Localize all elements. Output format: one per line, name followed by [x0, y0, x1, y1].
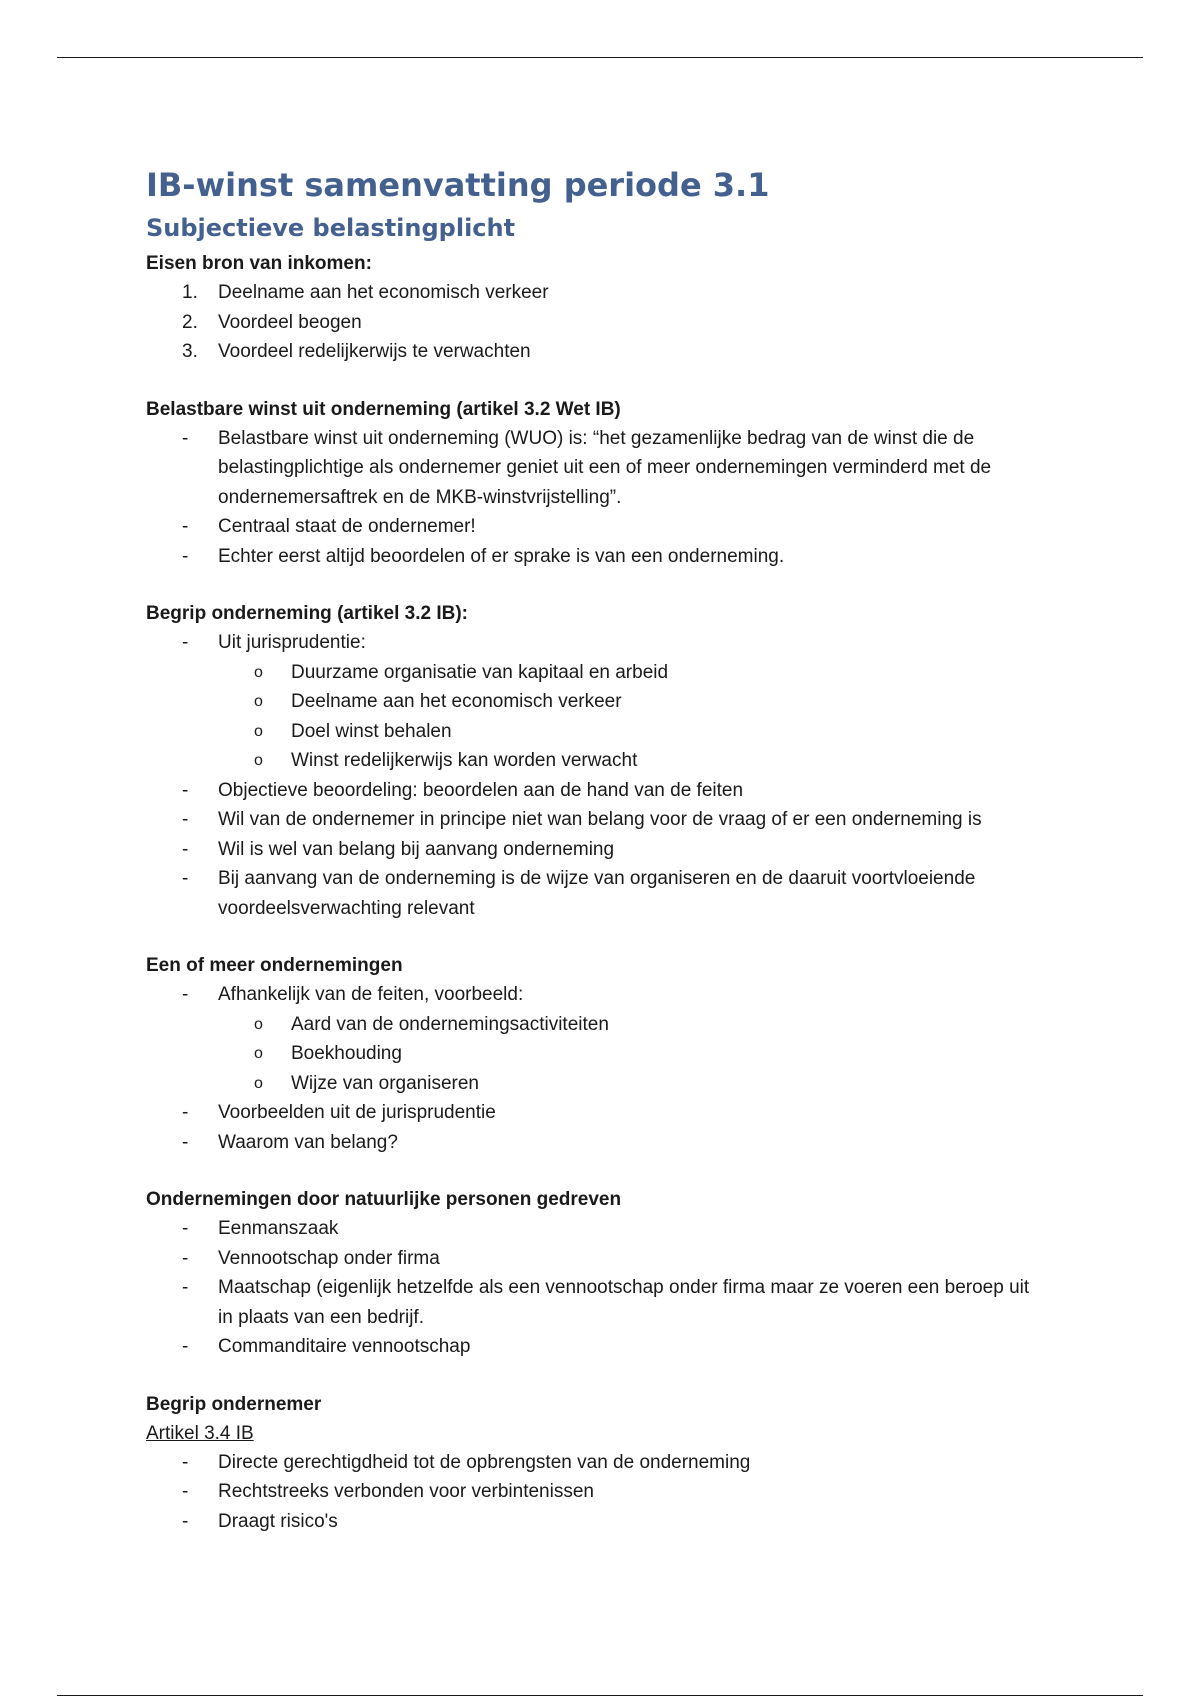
list-item: - Centraal staat de ondernemer! — [146, 512, 1046, 542]
dash-bullet: - — [182, 1336, 189, 1357]
dash-bullet: - — [182, 984, 189, 1005]
list-item: - Commanditaire vennootschap — [146, 1332, 1046, 1362]
list-item: - Voorbeelden uit de jurisprudentie — [146, 1098, 1046, 1128]
sub-bullet-list — [146, 1010, 1046, 1099]
dash-bullet: - — [182, 838, 189, 860]
bullet-list — [146, 628, 1046, 658]
dash-bullet: - — [182, 868, 189, 889]
circle-bullet: o — [254, 693, 263, 710]
list-item: 3. Voordeel redelijkerwijs te verwachten — [146, 337, 1046, 367]
section-heading: Begrip onderneming (artikel 3.2 IB): — [146, 603, 468, 624]
list-item: - Waarom van belang? — [146, 1128, 1046, 1158]
sub-bullet-list — [146, 658, 1046, 776]
list-item: - Vennootschap onder firma — [146, 1244, 1046, 1274]
bullet-list — [146, 1098, 1046, 1157]
section-heading: Belastbare winst uit onderneming (artikel 3.2 Wet IB) — [146, 398, 621, 420]
sub-list-item: o Winst redelijkerwijs kan worden verwacht — [146, 746, 1046, 776]
list-item: 2. Voordeel beogen — [146, 308, 1046, 338]
section-heading: Ondernemingen door natuurlijke personen gedreven — [146, 1189, 622, 1210]
dash-bullet: - — [182, 809, 189, 830]
dash-bullet: - — [182, 1481, 189, 1502]
dash-bullet: - — [182, 1131, 189, 1153]
artikel-link[interactable]: Artikel 3.4 IB — [146, 1422, 254, 1444]
section-begrip-ondernemer — [146, 1390, 1046, 1537]
sub-list-item: o Doel winst behalen — [146, 717, 1046, 747]
circle-bullet: o — [254, 1045, 263, 1062]
section-heading: Een of meer ondernemingen — [146, 955, 403, 976]
dash-bullet: - — [182, 1451, 189, 1473]
list-item: - Belastbare winst uit onderneming (WUO) is: “het gezamenlijke bedrag van de winst die de belastingplichtige als ondernemer geniet uit een of meer ondernemingen verminderd met de ondernemersaftrek en de MKB-winstvrijstelling”. — [146, 424, 1046, 513]
bullet-list — [146, 980, 1046, 1010]
list-item: - Uit jurisprudentie: — [146, 628, 1046, 658]
circle-bullet: o — [254, 752, 263, 769]
dash-bullet: - — [182, 1510, 189, 1532]
list-item: - Bij aanvang van de onderneming is de wijze van organiseren en de daaruit voortvloeiende voordeelsverwachting relevant — [146, 864, 1046, 923]
section-heading: Begrip ondernemer — [146, 1393, 322, 1415]
document-title: IB-winst samenvatting periode 3.1 — [146, 166, 770, 204]
list-item: - Objectieve beoordeling: beoordelen aan de hand van de feiten — [146, 776, 1046, 806]
list-number: 2. — [182, 311, 198, 333]
list-item: - Echter eerst altijd beoordelen of er sprake is van een onderneming. — [146, 542, 1046, 572]
bullet-list — [146, 776, 1046, 924]
dash-bullet: - — [182, 1218, 189, 1239]
dash-bullet: - — [182, 1102, 189, 1123]
list-item: - Maatschap (eigenlijk hetzelfde als een vennootschap onder firma maar ze voeren een beroep uit in plaats van een bedrijf. — [146, 1273, 1046, 1332]
list-item: - Rechtstreeks verbonden voor verbintenissen — [146, 1477, 1046, 1507]
circle-bullet: o — [254, 663, 263, 681]
document-body — [146, 165, 1046, 1564]
list-number: 3. — [182, 341, 198, 362]
list-item: - Afhankelijk van de feiten, voorbeeld: — [146, 980, 1046, 1010]
sub-list-item: o Boekhouding — [146, 1039, 1046, 1069]
section-belastbare-winst — [146, 395, 1046, 572]
list-item: - Eenmanszaak — [146, 1214, 1046, 1244]
bullet-list — [146, 424, 1046, 572]
list-item: 1. Deelname aan het economisch verkeer — [146, 278, 1046, 308]
sub-list-item: o Duurzame organisatie van kapitaal en arbeid — [146, 658, 1046, 688]
circle-bullet: o — [254, 722, 263, 740]
footer-rule — [57, 1695, 1143, 1696]
header-rule — [57, 57, 1143, 58]
section-eisen-bron — [146, 249, 1046, 367]
list-number: 1. — [182, 282, 198, 303]
circle-bullet: o — [254, 1015, 263, 1033]
section-heading: Eisen bron van inkomen: — [146, 253, 372, 274]
numbered-list — [146, 278, 1046, 367]
list-item: - Draagt risico's — [146, 1507, 1046, 1537]
dash-bullet: - — [182, 545, 189, 567]
section-begrip-onderneming — [146, 599, 1046, 923]
section-een-of-meer — [146, 951, 1046, 1157]
list-item: - Directe gerechtigdheid tot de opbrengsten van de onderneming — [146, 1448, 1046, 1478]
section-natuurlijke-personen — [146, 1185, 1046, 1362]
bullet-list — [146, 1214, 1046, 1362]
list-item: - Wil van de ondernemer in principe niet wan belang voor de vraag of er een onderneming is — [146, 805, 1046, 835]
sub-list-item: o Wijze van organiseren — [146, 1069, 1046, 1099]
sub-list-item: o Deelname aan het economisch verkeer — [146, 687, 1046, 717]
dash-bullet: - — [182, 516, 189, 537]
circle-bullet: o — [254, 1074, 263, 1092]
dash-bullet: - — [182, 779, 189, 801]
dash-bullet: - — [182, 427, 189, 449]
dash-bullet: - — [182, 1277, 189, 1298]
dash-bullet: - — [182, 1247, 189, 1269]
dash-bullet: - — [182, 632, 189, 653]
sub-list-item: o Aard van de ondernemingsactiviteiten — [146, 1010, 1046, 1040]
section-subtitle: Subjectieve belastingplicht — [146, 214, 516, 242]
bullet-list — [146, 1448, 1046, 1537]
list-item: - Wil is wel van belang bij aanvang onderneming — [146, 835, 1046, 865]
